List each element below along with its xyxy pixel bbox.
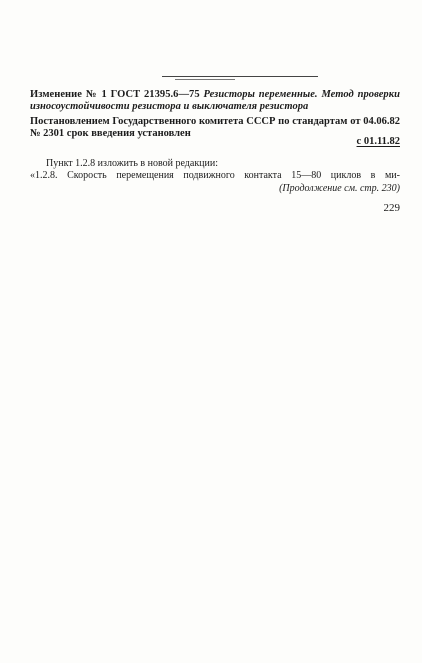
header-rule-secondary: [175, 79, 235, 80]
amendment-heading: [30, 89, 400, 113]
effective-date: с 01.11.82: [356, 136, 400, 147]
decree-text: Постановлением Государственного комитета СССР по стандартам от 04.06.82 № 2301 срок введения установлен: [30, 116, 400, 139]
body-line-2: «1.2.8. Скорость перемещения подвижного контакта 15—80 циклов в ми-: [30, 169, 400, 181]
header-rule: [162, 76, 318, 77]
amendment-body: [30, 158, 400, 181]
continuation-note: (Продолжение см. стр. 230): [279, 183, 400, 194]
page-number: 229: [383, 202, 400, 214]
amendment-title: Резисторы переменные. Метод проверки износоустойчивости резистора и выключателя резистора: [30, 89, 400, 112]
body-line-1: Пункт 1.2.8 изложить в новой редакции:: [46, 158, 219, 169]
amendment-prefix: Изменение № 1 ГОСТ 21395.6—75: [30, 89, 200, 100]
